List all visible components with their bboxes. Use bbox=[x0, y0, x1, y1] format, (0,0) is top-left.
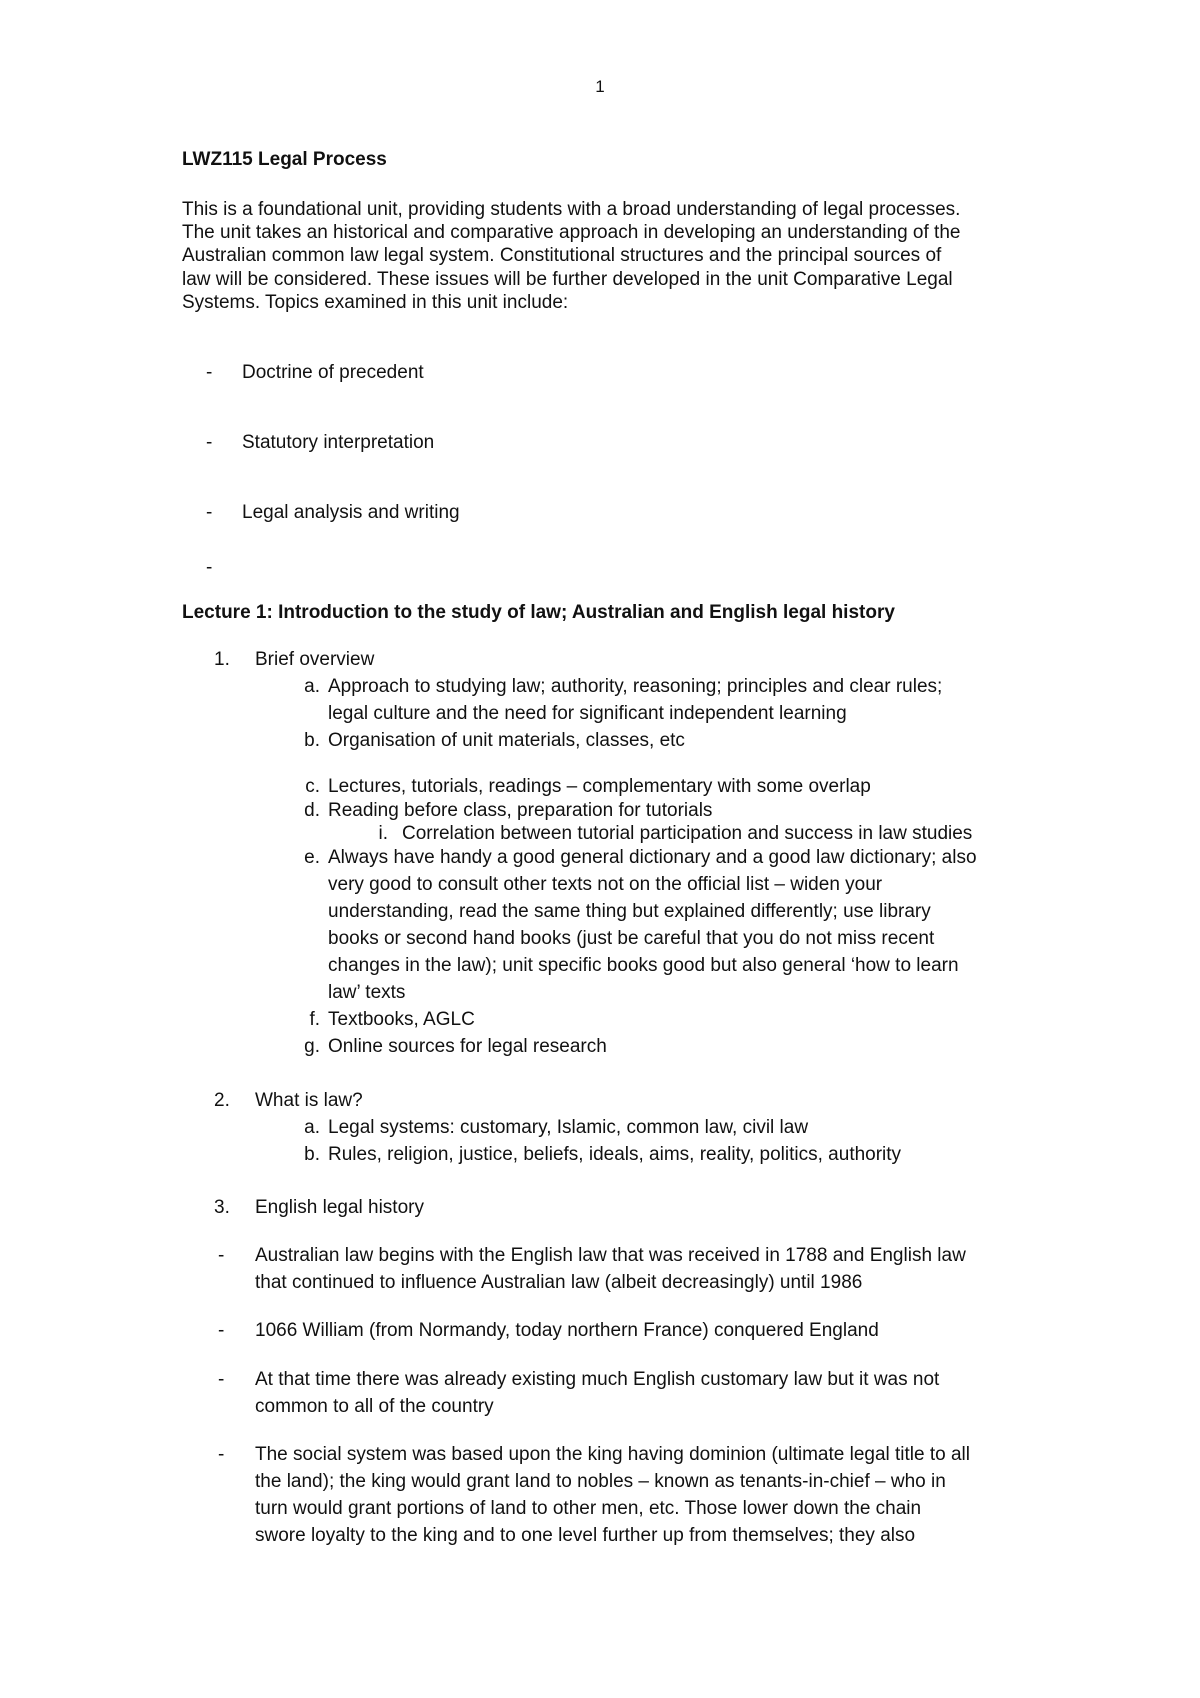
item-line: Lectures, tutorials, readings – complementary with some overlap bbox=[328, 776, 871, 797]
item-marker: e. bbox=[304, 847, 320, 868]
intro-line: This is a foundational unit, providing students with a broad understanding of legal processes. bbox=[182, 199, 961, 220]
item-marker: g. bbox=[304, 1036, 320, 1057]
item-marker: b. bbox=[304, 1144, 320, 1165]
item-line: Textbooks, AGLC bbox=[328, 1009, 475, 1030]
list-marker: - bbox=[218, 1369, 225, 1390]
item-line: Online sources for legal research bbox=[328, 1036, 607, 1057]
list-marker: - bbox=[218, 1444, 225, 1465]
item-marker: f. bbox=[309, 1009, 320, 1030]
item-line: understanding, read the same thing but explained differently; use library bbox=[328, 901, 931, 922]
subitem-marker: i. bbox=[378, 823, 388, 844]
section-heading: Brief overview bbox=[255, 649, 375, 670]
list-marker: - bbox=[206, 362, 213, 383]
history-line: 1066 William (from Normandy, today northern France) conquered England bbox=[255, 1320, 879, 1341]
item-line: Organisation of unit materials, classes, etc bbox=[328, 730, 685, 751]
unit-title: LWZ115 Legal Process bbox=[182, 149, 387, 170]
item-line: Reading before class, preparation for tutorials bbox=[328, 800, 713, 821]
list-marker: - bbox=[206, 502, 213, 523]
section-number: 1. bbox=[214, 649, 230, 670]
list-marker: - bbox=[218, 1245, 225, 1266]
history-line: turn would grant portions of land to other men, etc. Those lower down the chain bbox=[255, 1498, 922, 1519]
history-line: The social system was based upon the king having dominion (ultimate legal title to all bbox=[255, 1444, 970, 1465]
item-line: Always have handy a good general dictionary and a good law dictionary; also bbox=[328, 847, 977, 868]
topic-item: Legal analysis and writing bbox=[242, 502, 460, 523]
intro-paragraph bbox=[182, 198, 1042, 314]
intro-line: The unit takes an historical and comparative approach in developing an understanding of the bbox=[182, 222, 961, 244]
item-line: legal culture and the need for significant independent learning bbox=[328, 703, 847, 724]
section-heading: English legal history bbox=[255, 1197, 424, 1218]
item-line: Approach to studying law; authority, reasoning; principles and clear rules; bbox=[328, 676, 943, 697]
item-line: Legal systems: customary, Islamic, common law, civil law bbox=[328, 1117, 809, 1138]
history-line: Australian law begins with the English law that was received in 1788 and English law bbox=[255, 1245, 966, 1266]
item-line: very good to consult other texts not on the official list – widen your bbox=[328, 874, 883, 895]
page-number: 1 bbox=[595, 77, 605, 96]
intro-line: Systems. Topics examined in this unit include: bbox=[182, 291, 569, 313]
list-marker: - bbox=[218, 1320, 225, 1341]
item-line: books or second hand books (just be careful that you do not miss recent bbox=[328, 928, 935, 949]
item-line: changes in the law); unit specific books good but also general ‘how to learn bbox=[328, 955, 959, 976]
history-line: At that time there was already existing much English customary law but it was not bbox=[255, 1369, 940, 1390]
intro-line: Australian common law legal system. Constitutional structures and the principal sources of bbox=[182, 245, 942, 267]
list-marker: - bbox=[206, 432, 213, 453]
history-line: that continued to influence Australian law (albeit decreasingly) until 1986 bbox=[255, 1272, 863, 1293]
subitem-line: Correlation between tutorial participation and success in law studies bbox=[402, 823, 973, 844]
item-line: law’ texts bbox=[328, 982, 406, 1003]
item-marker: a. bbox=[304, 1117, 320, 1138]
section-number: 2. bbox=[214, 1090, 230, 1111]
section-heading: What is law? bbox=[255, 1090, 363, 1111]
list-marker: - bbox=[206, 557, 213, 578]
item-line: Rules, religion, justice, beliefs, ideals, aims, reality, politics, authority bbox=[328, 1144, 902, 1165]
history-line: the land); the king would grant land to nobles – known as tenants-in-chief – who in bbox=[255, 1471, 946, 1492]
lecture-heading: Lecture 1: Introduction to the study of law; Australian and English legal history bbox=[182, 602, 895, 623]
topic-item: Statutory interpretation bbox=[242, 432, 435, 453]
item-marker: b. bbox=[304, 730, 320, 751]
intro-line: law will be considered. These issues will be further developed in the unit Comparative Legal bbox=[182, 268, 953, 290]
item-marker: a. bbox=[304, 676, 320, 697]
history-line: swore loyalty to the king and to one level further up from themselves; they also bbox=[255, 1525, 916, 1546]
item-marker: c. bbox=[305, 776, 320, 797]
section-number: 3. bbox=[214, 1197, 230, 1218]
item-marker: d. bbox=[304, 800, 320, 821]
topic-item: Doctrine of precedent bbox=[242, 362, 424, 383]
history-line: common to all of the country bbox=[255, 1396, 494, 1417]
